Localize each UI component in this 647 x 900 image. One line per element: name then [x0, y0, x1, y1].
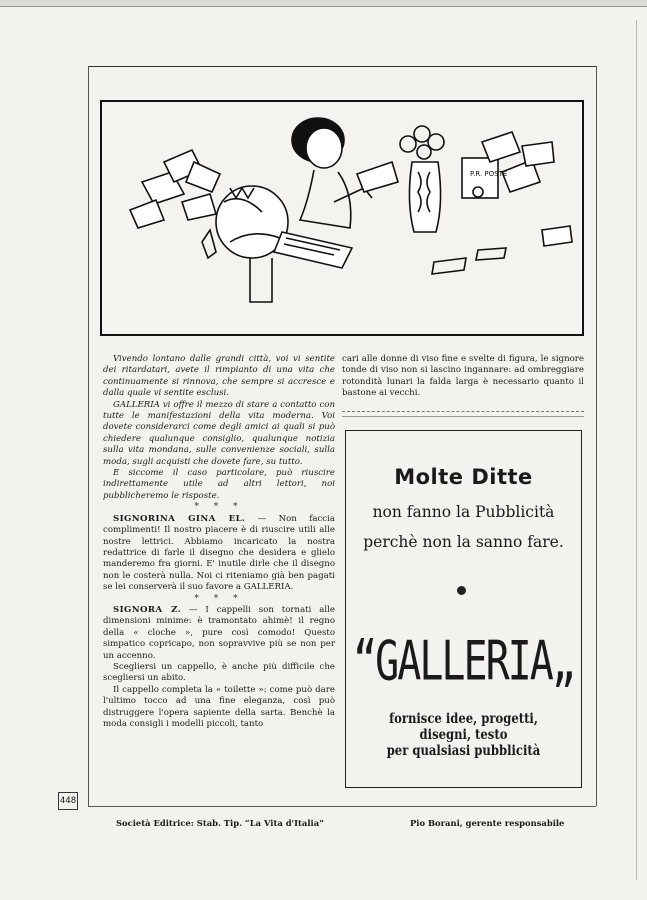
publisher-credit: Società Editrice: Stab. Tip. “La Vita d'Italia” — [116, 818, 324, 828]
continuation-paragraph: cari alle donne di viso fine e svelte di figura, le signore tonde di viso non si lascino ingannare: ad ombreggiare rotondità lunari la falda larga è necessario quanto il bastone ai vecchi. — [342, 354, 584, 399]
section-divider-stars: * * * — [194, 502, 244, 513]
page-right-edge — [636, 20, 637, 880]
ad-brand-name: “GALLERIA„ — [353, 631, 574, 694]
letter-2 — [103, 605, 335, 662]
frame-left-rule — [88, 66, 89, 806]
ad-headline: Molte Ditte — [394, 465, 533, 489]
intro-paragraph-3: E siccome il caso particolare, può riuscire indirettamente utile ad altri lettori, noi pubblicheremo le risposte. — [103, 468, 335, 501]
separator-dashed — [342, 411, 584, 412]
banner-illustration — [100, 100, 584, 336]
page-top-edge — [0, 0, 647, 7]
letter-1-text: — Non faccia complimenti! Il nostro piacere è di riuscire utili alle nostre lettrici. Abbiamo incaricato la nostra redattrice di farle il disegno che desidera e glielo manderemo fra giorni. E' inutile dirle che il disegno non le costerà nulla. Noi ci riteniamo già ben pagati se lei conserverà il suo favore a GALLERIA. — [103, 513, 335, 593]
ad-line-1: non fanno la Pubblicità — [372, 503, 555, 521]
article-left-column — [103, 354, 335, 730]
frame-bottom-rule — [88, 806, 596, 807]
manager-credit: Pio Borani, gerente responsabile — [410, 818, 565, 828]
letter-2-paragraph-3: Il cappello completa la « toilette »: come può dare l'ultimo tocco ad una fine eleganza, così può distruggere l'opera sapiente della sarta. Benchè la moda consigli i modelli piccoli, tanto — [103, 684, 335, 729]
frame-top-rule — [88, 66, 596, 67]
ad-footer-line-2: per qualsiasi pubblicità — [386, 743, 541, 759]
intro-paragraph-2: GALLERIA vi offre il mezzo di stare a contatto con tutte le manifestazioni della vita moderna. Voi dovete considerarci come degli amici ai quali si può chiedere qualunque consiglio, qualunque notizia sulla vita mondana, sulle convenienze sociali, sulla moda, sugli acquisti che dovete fare, su tutto. — [103, 399, 335, 467]
frame-right-rule — [596, 66, 597, 806]
stamp-text: P.R. POSTE — [470, 170, 508, 178]
intro-paragraph-1: Vivendo lontano dalle grandi città, voi vi sentite dei ritardatari, avete il rimpianto di una vita che continuamente si rinnova, che sempre si accresce e dalla quale vi sentite esclusi. — [103, 354, 335, 399]
ad-footer-line-1: fornisce idee, progetti, disegni, testo — [389, 711, 538, 743]
ad-bullet-dot — [457, 586, 466, 595]
ad-line-2: perchè non la sanno fare. — [363, 533, 564, 551]
letter-1-addressee: SIGNORINA GINA EL. — [113, 513, 246, 524]
letter-2-text: — I cappelli son tornati alle dimensioni minime: è tramontato ahimè! il regno della « cloche », pure così comodo! Questo simpatico copricapo, non sopravvive più se non per un accenno. — [103, 604, 335, 661]
article-right-column — [342, 354, 584, 400]
section-divider-stars-2: * * * — [194, 593, 244, 604]
letter-1 — [103, 514, 335, 594]
advertisement-box — [345, 430, 582, 788]
letter-2-paragraph-2: Scegliersi un cappello, è anche più difficile che scegliersi un abito. — [103, 661, 335, 684]
letter-2-addressee: SIGNORA Z. — [113, 604, 181, 615]
banner-drawing — [102, 102, 582, 334]
page-number: 448 — [58, 792, 78, 810]
separator-solid — [342, 416, 584, 417]
